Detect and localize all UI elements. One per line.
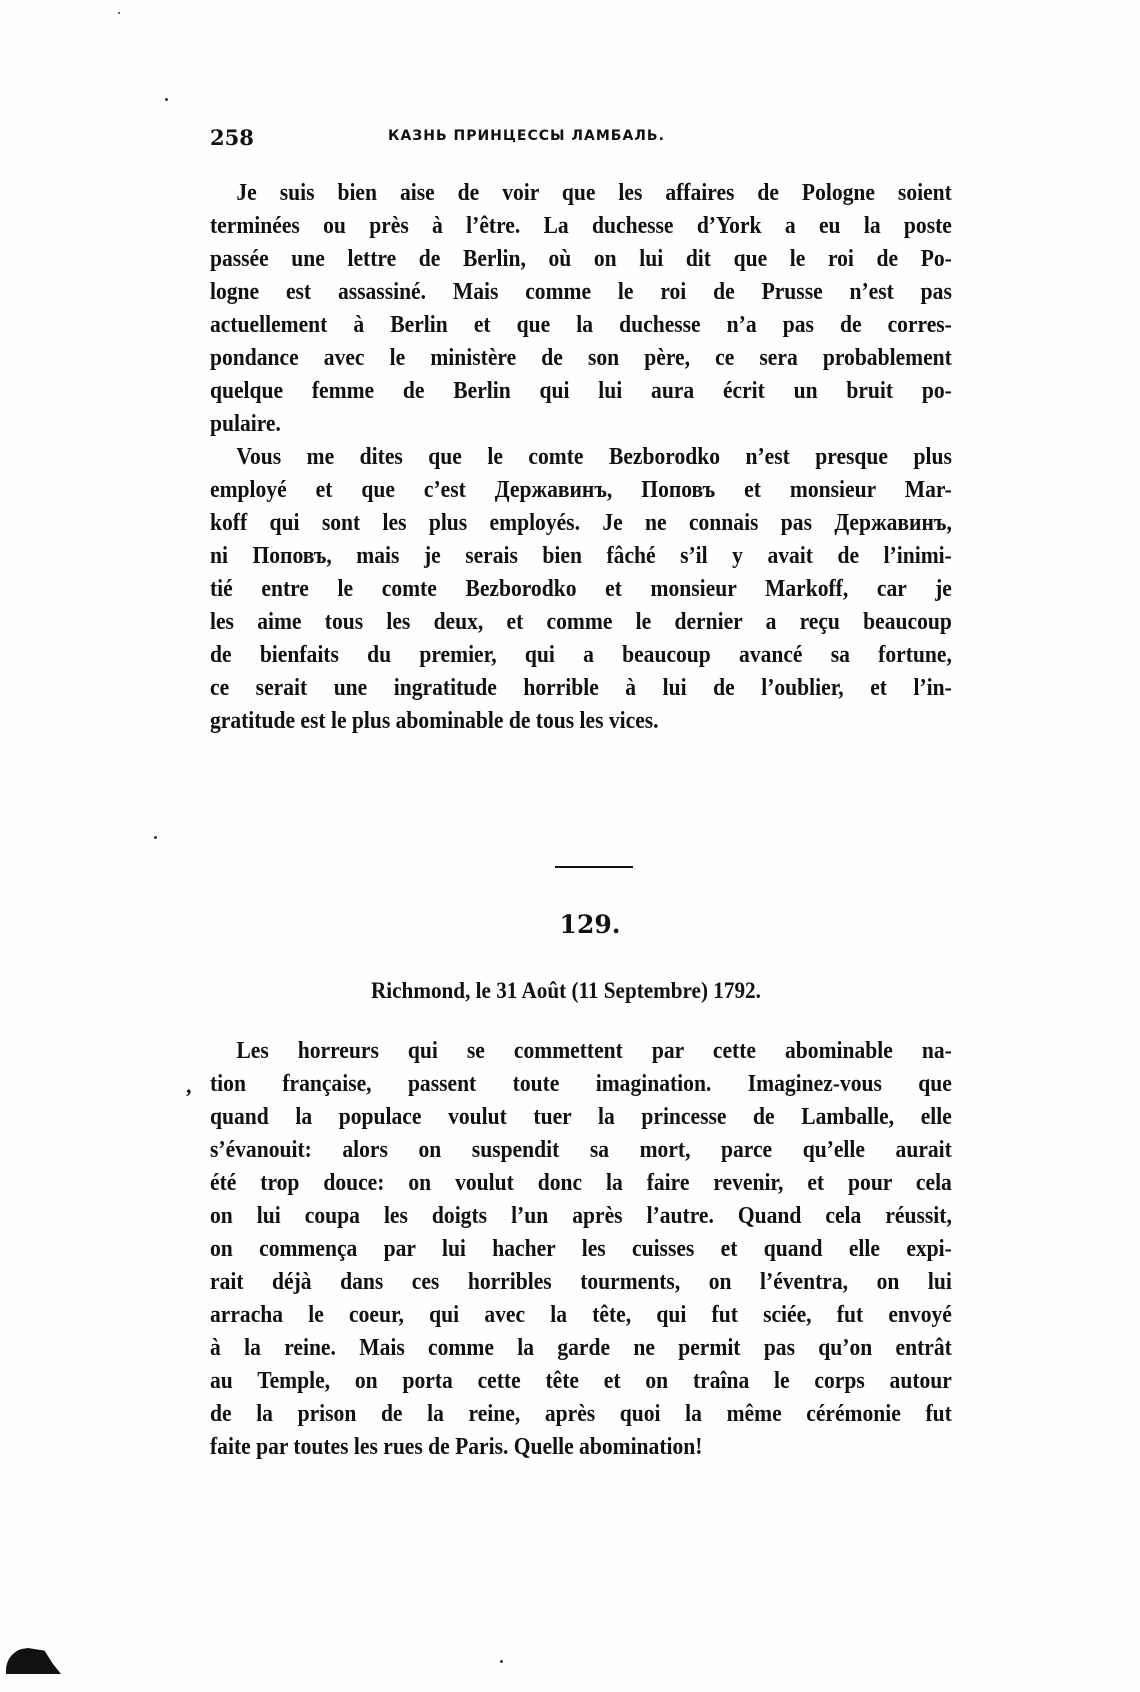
text-line: pondance avec le ministère de son père, ce sera probablement (210, 344, 952, 371)
text-line: on lui coupa les doigts l’un après l’autre. Quand cela réussit, (210, 1202, 952, 1229)
scan-speck (165, 98, 168, 101)
text-line: koff qui sont les plus employés. Je ne connais pas Державинъ, (210, 509, 952, 536)
section-divider (555, 866, 633, 868)
text-line: logne est assassiné. Mais comme le roi de Prusse n’est pas (210, 278, 952, 305)
text-line: de la prison de la reine, après quoi la même cérémonie fut (210, 1400, 952, 1427)
scan-speck (154, 836, 157, 839)
running-head (210, 125, 950, 155)
text-line: pulaire. (210, 410, 281, 437)
text-line: passée une lettre de Berlin, où on lui dit que le roi de Po- (210, 245, 952, 272)
letter-continuation (210, 176, 952, 737)
page-number: 258 (210, 125, 254, 150)
text-line: rait déjà dans ces horribles tourments, on l’éventra, on lui (210, 1268, 952, 1295)
text-line: de bienfaits du premier, qui a beaucoup avancé sa fortune, (210, 641, 952, 668)
text-line: quand la populace voulut tuer la princesse de Lamballe, elle (210, 1103, 952, 1130)
text-line: actuellement à Berlin et que la duchesse n’a pas de corres- (210, 311, 952, 338)
text-line: ni Поповъ, mais je serais bien fâché s’il y avait de l’inimi- (210, 542, 952, 569)
letter-dateline: Richmond, le 31 Août (11 Septembre) 1792. (371, 978, 761, 1003)
text-line: ce serait une ingratitude horrible à lui de l’oublier, et l’in- (210, 674, 952, 701)
text-line: arracha le coeur, qui avec la tête, qui fut sciée, fut envoyé (210, 1301, 952, 1328)
text-line: gratitude est le plus abominable de tous les vices. (210, 707, 659, 734)
text-line: employé et que c’est Державинъ, Поповъ et monsieur Mar- (210, 476, 952, 503)
scan-speck (500, 1660, 503, 1663)
text-line: été trop douce: on voulut donc la faire revenir, et pour cela (210, 1169, 952, 1196)
scan-ink-blot (6, 1648, 61, 1674)
text-line: quelque femme de Berlin qui lui aura écrit un bruit po- (210, 377, 952, 404)
running-title: КАЗНЬ ПРИНЦЕССЫ ЛАМБАЛЬ. (388, 128, 665, 144)
text-line: tié entre le comte Bezborodko et monsieur Markoff, car je (210, 575, 952, 602)
text-line: Les horreurs qui se commettent par cette abominable na- (236, 1037, 952, 1064)
letter-number: 129. (559, 910, 621, 939)
scan-speck (118, 12, 120, 14)
text-line: s’évanouit: alors on suspendit sa mort, parce qu’elle aurait (210, 1136, 952, 1163)
text-line: terminées ou près à l’être. La duchesse d’York a eu la poste (210, 212, 952, 239)
text-line: tion française, passent toute imagination. Imaginez-vous que (210, 1070, 952, 1097)
text-line: à la reine. Mais comme la garde ne permit pas qu’on entrât (210, 1334, 952, 1361)
text-line: faite par toutes les rues de Paris. Quelle abomination! (210, 1433, 703, 1460)
text-line: Vous me dites que le comte Bezborodko n’est presque plus (236, 443, 952, 470)
text-line: les aime tous les deux, et comme le dernier a reçu beaucoup (210, 608, 952, 635)
letter-body (210, 1034, 952, 1463)
text-line: au Temple, on porta cette tête et on traîna le corps autour (210, 1367, 952, 1394)
text-line: on commença par lui hacher les cuisses et quand elle expi- (210, 1235, 952, 1262)
margin-mark: , (186, 1073, 192, 1098)
text-line: Je suis bien aise de voir que les affaires de Pologne soient (236, 179, 952, 206)
